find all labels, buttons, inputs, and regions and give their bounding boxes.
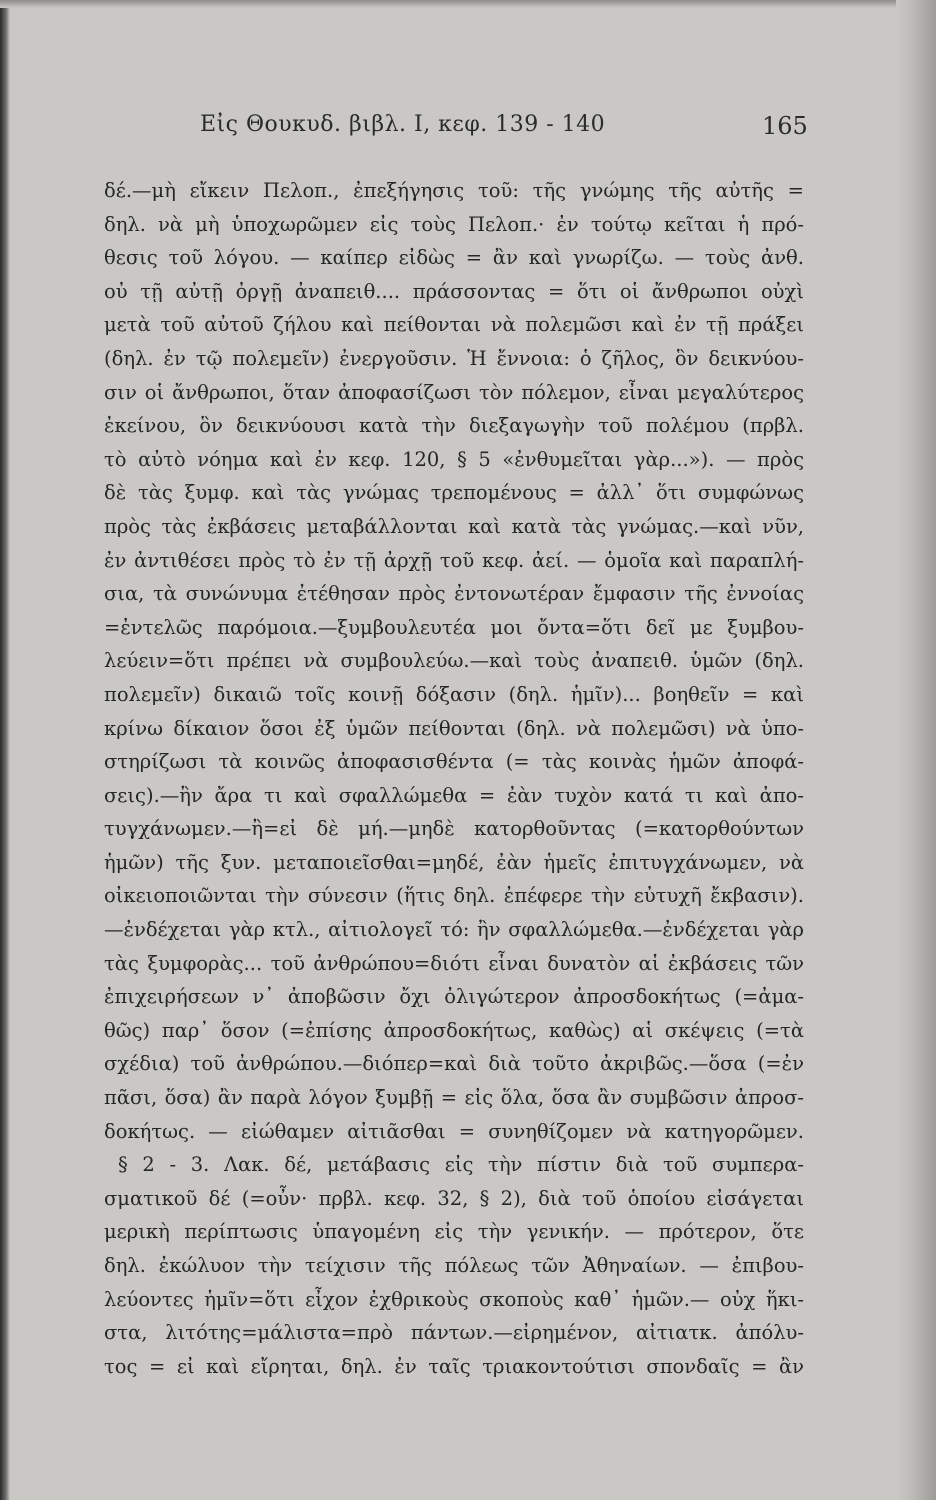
text-line: δηλ. ἐκώλυον τὴν τείχισιν τῆς πόλεως τῶν Ἀθηναίων. — ἐπιβου- — [104, 1254, 804, 1277]
text-line: πᾶσι, ὅσα) ἂν παρὰ λόγον ξυμβῇ = εἰς ὅλα, ὅσα ἂν συμβῶσιν ἀπροσ- — [104, 1086, 804, 1110]
text-line: σεις).—ἢν ἄρα τι καὶ σφαλλώμεθα = ἐὰν τυχὸν κατά τι καὶ ἀπο- — [104, 783, 804, 807]
text-line: λεύειν=ὅτι πρέπει νὰ συμβουλεύω.—καὶ τοὺς ἀναπειθ. ὑμῶν (δηλ. — [104, 649, 804, 673]
text-line: τυγχάνωμεν.—ἢ=εἰ δὲ μή.—μηδὲ κατορθοῦντας (=κατορθούντων — [104, 817, 804, 841]
section-start-line: § 2 - 3. Λακ. δέ, μετάβασις εἰς τὴν πίστιν διὰ τοῦ συμπερα- — [118, 1153, 804, 1177]
text-line: τὰς ξυμφορὰς... τοῦ ἀνθρώπου=διότι εἶναι δυνατὸν αἱ ἐκβάσεις τῶν — [104, 951, 804, 975]
text-line: μερικὴ περίπτωσις ὑπαγομένη εἰς τὴν γενικήν. — πρότερον, ὅτε — [104, 1220, 804, 1244]
text-line: θῶς) παρ᾽ ὅσον (=ἐπίσης ἀπροσδοκήτως, καθὼς) αἱ σκέψεις (=τὰ — [104, 1018, 804, 1042]
text-line: σματικοῦ δέ (=οὖν· πρβλ. κεφ. 32, § 2), διὰ τοῦ ὁποίου εἰσάγεται — [104, 1186, 804, 1210]
text-line: στηρίζωσι τὰ κοινῶς ἀποφασισθέντα (= τὰς κοινὰς ἡμῶν ἀποφά- — [104, 750, 804, 774]
text-line: σχέδια) τοῦ ἀνθρώπου.—διόπερ=καὶ διὰ τοῦτο ἀκριβῶς.—ὅσα (=ἐν — [104, 1052, 804, 1076]
text-line: τος = εἰ καὶ εἴρηται, δηλ. ἐν ταῖς τριακοντούτισι σπονδαῖς = ἂν — [104, 1354, 804, 1378]
text-line: (δηλ. ἐν τῷ πολεμεῖν) ἐνεργοῦσιν. Ἡ ἔννοια: ὁ ζῆλος, ὃν δεικνύου- — [104, 346, 804, 370]
commentary-text — [104, 174, 804, 1383]
text-line: τὸ αὐτὸ νόημα καὶ ἐν κεφ. 120, § 5 «ἐνθυμεῖται γὰρ...»). — πρὸς — [104, 447, 804, 471]
page-number: 165 — [762, 112, 808, 140]
text-line: ἡμῶν) τῆς ξυν. μεταποιεῖσθαι=μηδέ, ἐὰν ἡμεῖς ἐπιτυγχάνωμεν, νὰ — [104, 850, 804, 874]
text-line: —ἐνδέχεται γὰρ κτλ., αἰτιολογεῖ τό: ἢν σφαλλώμεθα.—ἐνδέχεται γὰρ — [104, 918, 804, 942]
text-line: μετὰ τοῦ αὐτοῦ ζήλου καὶ πείθονται νὰ πολεμῶσι καὶ ἐν τῇ πράξει — [104, 313, 804, 337]
text-line: ἐν ἀντιθέσει πρὸς τὸ ἐν τῇ ἀρχῇ τοῦ κεφ. ἀεί. — ὁμοῖα καὶ παραπλή- — [104, 548, 804, 572]
text-line: σια, τὰ συνώνυμα ἐτέθησαν πρὸς ἐντονωτέραν ἔμφασιν τῆς ἐννοίας — [104, 582, 804, 606]
text-line: οὐ τῇ αὐτῇ ὀργῇ ἀναπειθ.... πράσσοντας = ὅτι οἱ ἄνθρωποι οὐχὶ — [104, 279, 804, 303]
binding-shadow — [0, 0, 10, 1500]
text-line: =ἐντελῶς παρόμοια.—ξυμβουλευτέα μοι ὄντα=ὅτι δεῖ με ξυμβου- — [104, 615, 804, 639]
text-line: στα, λιτότης=μάλιστα=πρὸ πάντων.—εἰρημένον, αἰτιατκ. ἀπόλυ- — [104, 1321, 804, 1345]
text-line: ἐπιχειρήσεων ν᾽ ἀποβῶσιν ὄχι ὀλιγώτερον ἀπροσδοκήτως (=ἀμα- — [104, 985, 804, 1009]
text-line: δέ.—μὴ εἴκειν Πελοπ., ἐπεξήγησις τοῦ: τῆς γνώμης τῆς αὐτῆς = — [104, 179, 804, 202]
page-edge — [896, 0, 936, 1500]
text-line: λεύοντες ἡμῖν=ὅτι εἶχον ἐχθρικοὺς σκοποὺς καθ᾽ ἡμῶν.— οὐχ ἥκι- — [104, 1287, 804, 1311]
text-line: θεσις τοῦ λόγου. — καίπερ εἰδὼς = ἂν καὶ γνωρίζω. — τοὺς ἀνθ. — [104, 246, 804, 270]
text-line: πρὸς τὰς ἐκβάσεις μεταβάλλονται καὶ κατὰ τὰς γνώμας.—καὶ νῦν, — [104, 514, 804, 538]
text-line: πολεμεῖν) δικαιῶ τοῖς κοινῇ δόξασιν (δηλ. ἡμῖν)... βοηθεῖν = καὶ — [104, 682, 804, 706]
text-line: κρίνω δίκαιον ὅσοι ἐξ ὑμῶν πείθονται (δηλ. νὰ πολεμῶσι) νὰ ὑπο- — [104, 716, 804, 740]
top-edge-shadow — [0, 0, 936, 8]
text-line: σιν οἱ ἄνθρωποι, ὅταν ἀποφασίζωσι τὸν πόλεμον, εἶναι μεγαλύτερος — [104, 380, 804, 404]
text-line: οἰκειοποιῶνται τὴν σύνεσιν (ἥτις δηλ. ἐπέφερε τὴν εὐτυχῆ ἔκβασιν). — [104, 884, 804, 908]
running-header: Εἰς Θουκυδ. βιβλ. Ι, κεφ. 139 - 140 — [200, 112, 606, 137]
text-line: ἐκείνου, ὃν δεικνύουσι κατὰ τὴν διεξαγωγὴν τοῦ πολέμου (πρβλ. — [104, 414, 804, 438]
text-line: δὲ τὰς ξυμφ. καὶ τὰς γνώμας τρεπομένους = ἀλλ᾽ ὅτι συμφώνως — [104, 481, 804, 505]
text-line: δηλ. νὰ μὴ ὑποχωρῶμεν εἰς τοὺς Πελοπ.· ἐν τούτῳ κεῖται ἡ πρό- — [104, 212, 804, 236]
text-line: δοκήτως. — εἰώθαμεν αἰτιᾶσθαι = συνηθίζομεν νὰ κατηγορῶμεν. — [104, 1119, 804, 1143]
